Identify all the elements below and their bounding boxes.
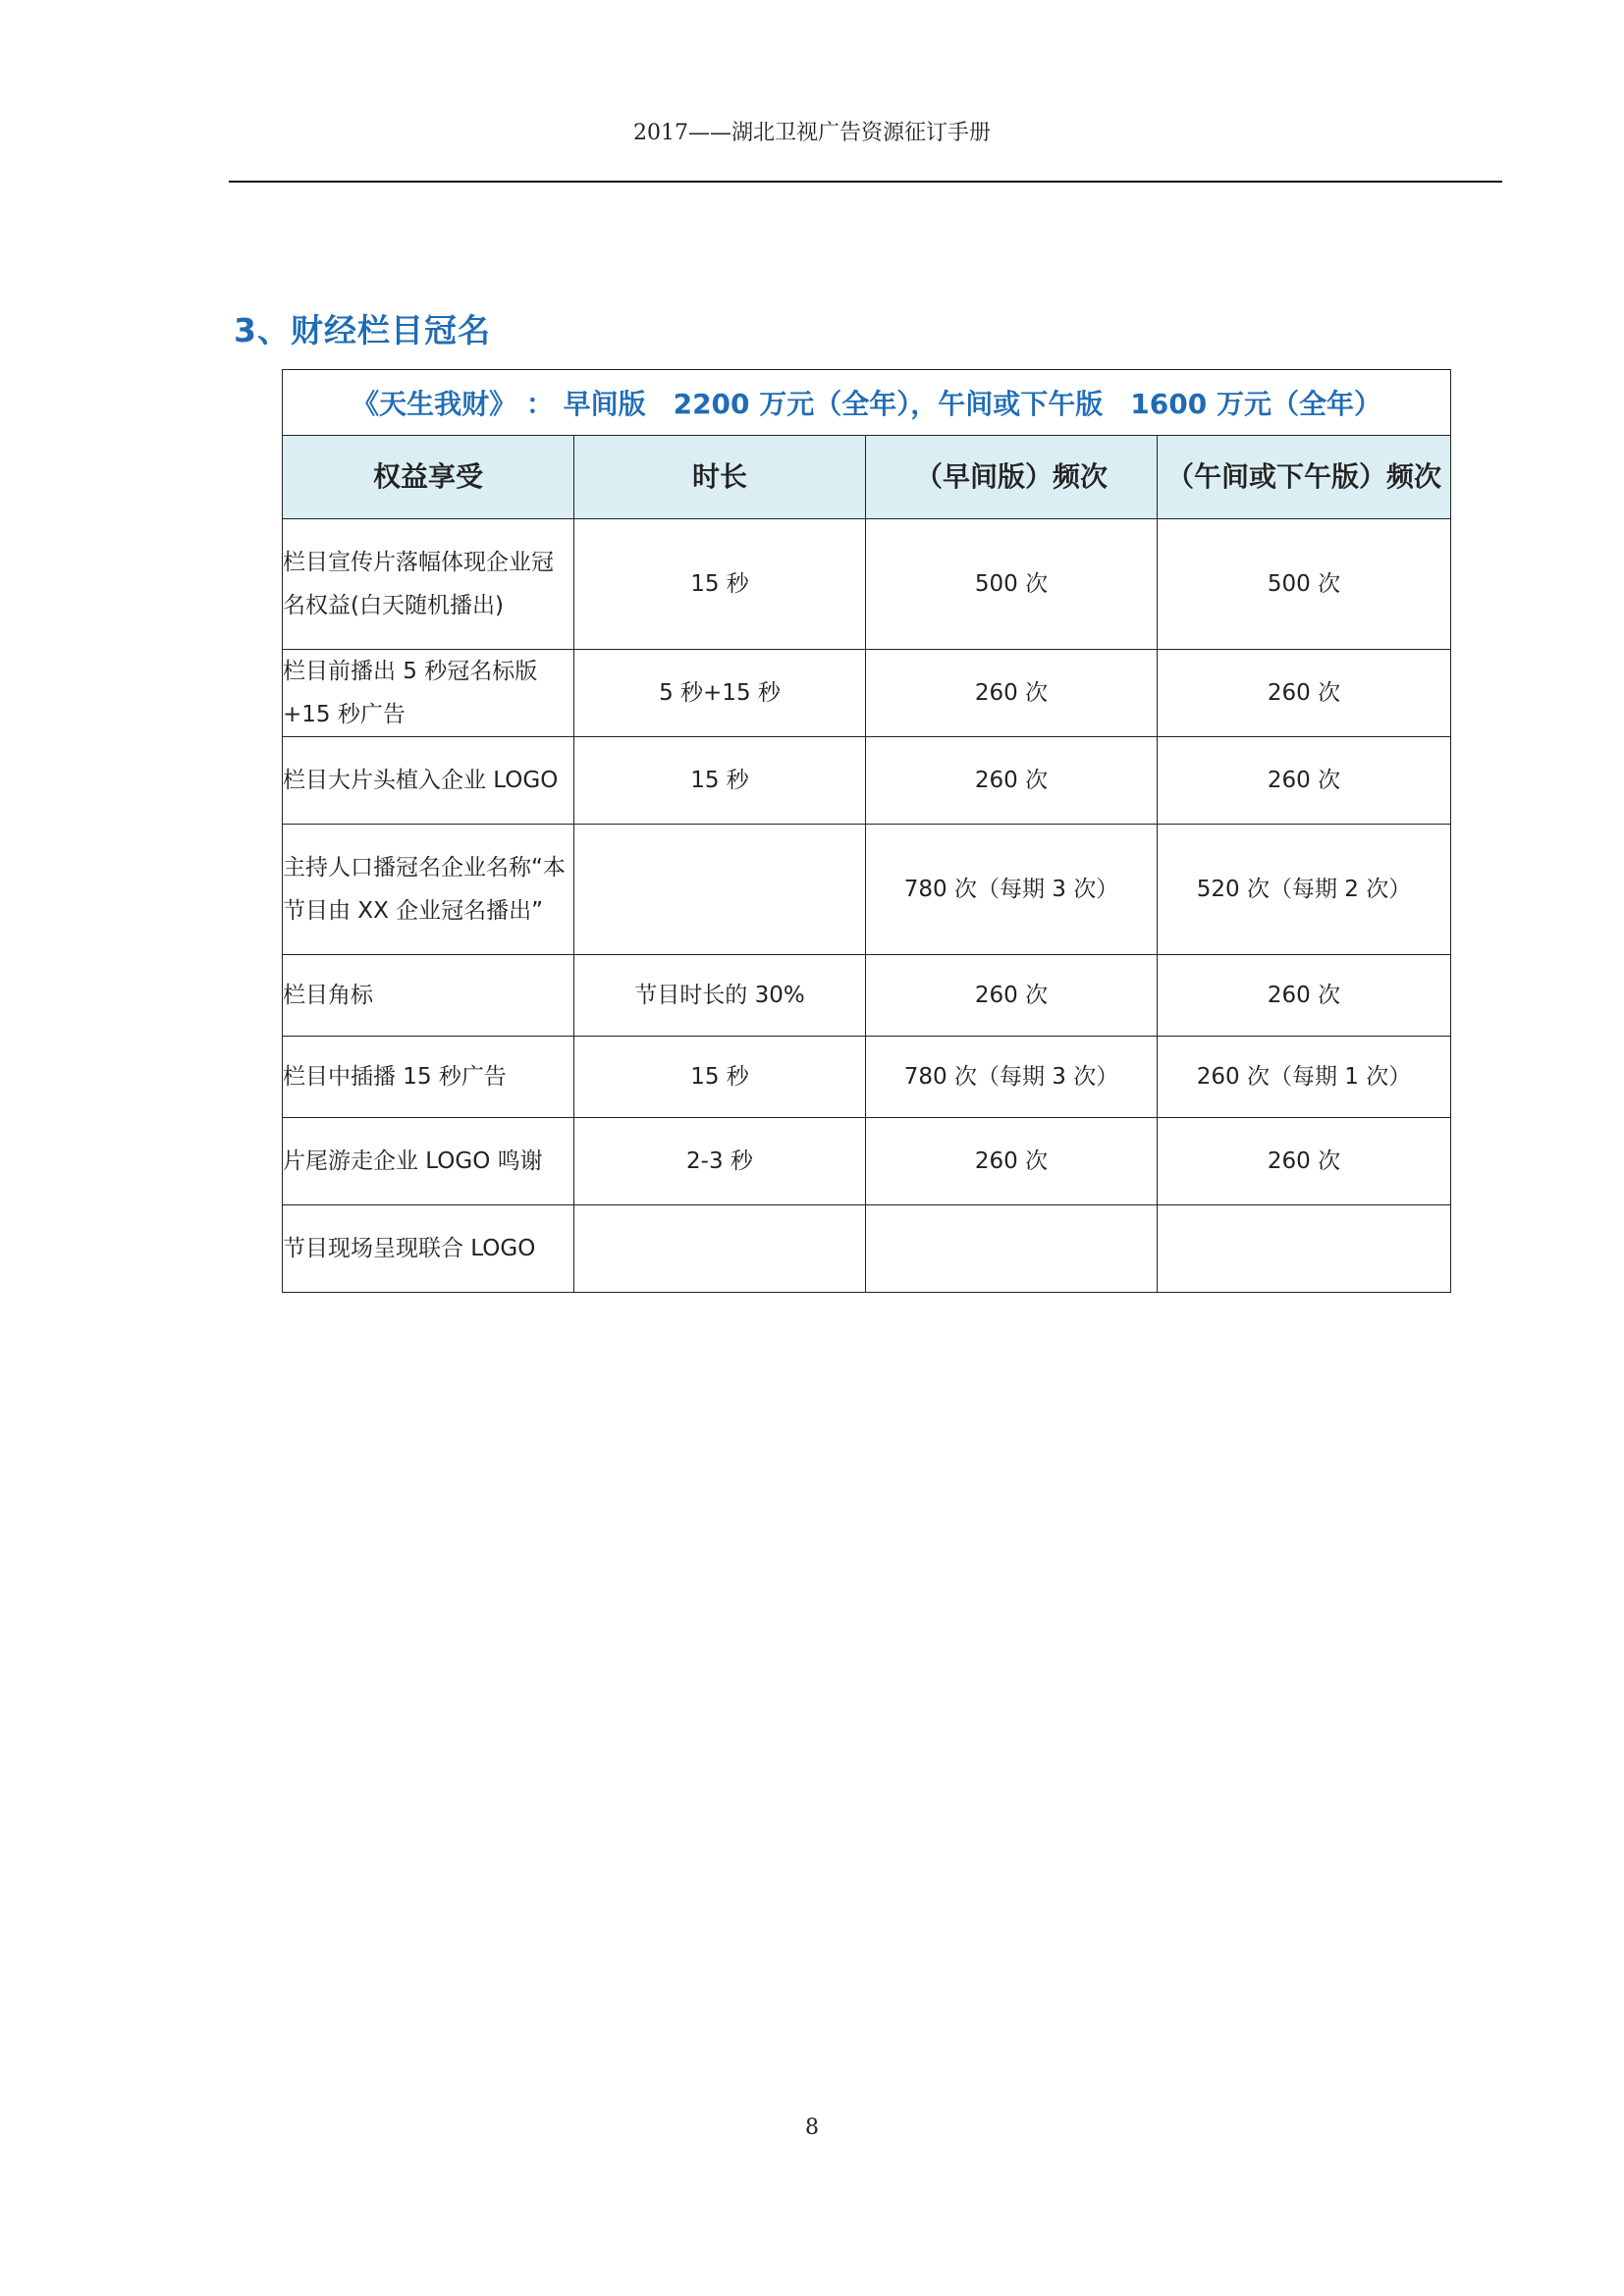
document-header-title: 2017——湖北卫视广告资源征订手册 — [633, 121, 991, 145]
duration-cell — [574, 825, 866, 955]
afternoon-frequency-cell: 260 次 — [1158, 737, 1451, 825]
duration-cell: 节目时长的 30% — [574, 955, 866, 1037]
morning-frequency-cell: 780 次（每期 3 次） — [866, 1037, 1158, 1118]
morning-frequency-cell: 780 次（每期 3 次） — [866, 825, 1158, 955]
table-row — [283, 1118, 1451, 1205]
table-row — [283, 955, 1451, 1037]
table-row — [283, 1037, 1451, 1118]
duration-cell — [574, 1205, 866, 1293]
morning-frequency-cell: 260 次 — [866, 955, 1158, 1037]
column-header-afternoon-frequency: （午间或下午版）频次 — [1158, 436, 1451, 519]
benefit-cell: 主持人口播冠名企业名称“本节目由 XX 企业冠名播出” — [283, 825, 574, 955]
program-price-banner: 《天生我财》 ： 早间版 2200 万元（全年），午间或下午版 1600 万元（全年） — [283, 370, 1451, 436]
table-header-row — [283, 436, 1451, 519]
afternoon-frequency-cell: 520 次（每期 2 次） — [1158, 825, 1451, 955]
benefit-cell: 栏目宣传片落幅体现企业冠名权益(白天随机播出) — [283, 519, 574, 650]
benefit-cell: 栏目角标 — [283, 955, 574, 1037]
morning-frequency-cell: 500 次 — [866, 519, 1158, 650]
table-row — [283, 825, 1451, 955]
benefits-table — [282, 369, 1451, 1293]
page-number: 8 — [805, 2115, 819, 2140]
table-banner-row — [283, 370, 1451, 436]
afternoon-frequency-cell — [1158, 1205, 1451, 1293]
duration-cell: 15 秒 — [574, 737, 866, 825]
duration-cell: 15 秒 — [574, 1037, 866, 1118]
benefit-cell: 节目现场呈现联合 LOGO — [283, 1205, 574, 1293]
table-row — [283, 737, 1451, 825]
afternoon-frequency-cell: 260 次 — [1158, 1118, 1451, 1205]
benefit-cell: 栏目大片头植入企业 LOGO — [283, 737, 574, 825]
duration-cell: 15 秒 — [574, 519, 866, 650]
column-header-benefit: 权益享受 — [283, 436, 574, 519]
benefit-cell: 片尾游走企业 LOGO 鸣谢 — [283, 1118, 574, 1205]
afternoon-frequency-cell: 260 次 — [1158, 650, 1451, 737]
morning-frequency-cell: 260 次 — [866, 1118, 1158, 1205]
table-row — [283, 1205, 1451, 1293]
header-divider — [229, 181, 1502, 183]
column-header-duration: 时长 — [574, 436, 866, 519]
benefit-cell: 栏目前播出 5 秒冠名标版+15 秒广告 — [283, 650, 574, 737]
benefit-cell: 栏目中插播 15 秒广告 — [283, 1037, 574, 1118]
table-row — [283, 519, 1451, 650]
morning-frequency-cell — [866, 1205, 1158, 1293]
afternoon-frequency-cell: 260 次（每期 1 次） — [1158, 1037, 1451, 1118]
duration-cell: 2-3 秒 — [574, 1118, 866, 1205]
afternoon-frequency-cell: 260 次 — [1158, 955, 1451, 1037]
morning-frequency-cell: 260 次 — [866, 737, 1158, 825]
duration-cell: 5 秒+15 秒 — [574, 650, 866, 737]
benefits-table-container — [282, 369, 1451, 1293]
column-header-morning-frequency: （早间版）频次 — [866, 436, 1158, 519]
table-row — [283, 650, 1451, 737]
section-title: 3、财经栏目冠名 — [234, 311, 491, 349]
morning-frequency-cell: 260 次 — [866, 650, 1158, 737]
afternoon-frequency-cell: 500 次 — [1158, 519, 1451, 650]
